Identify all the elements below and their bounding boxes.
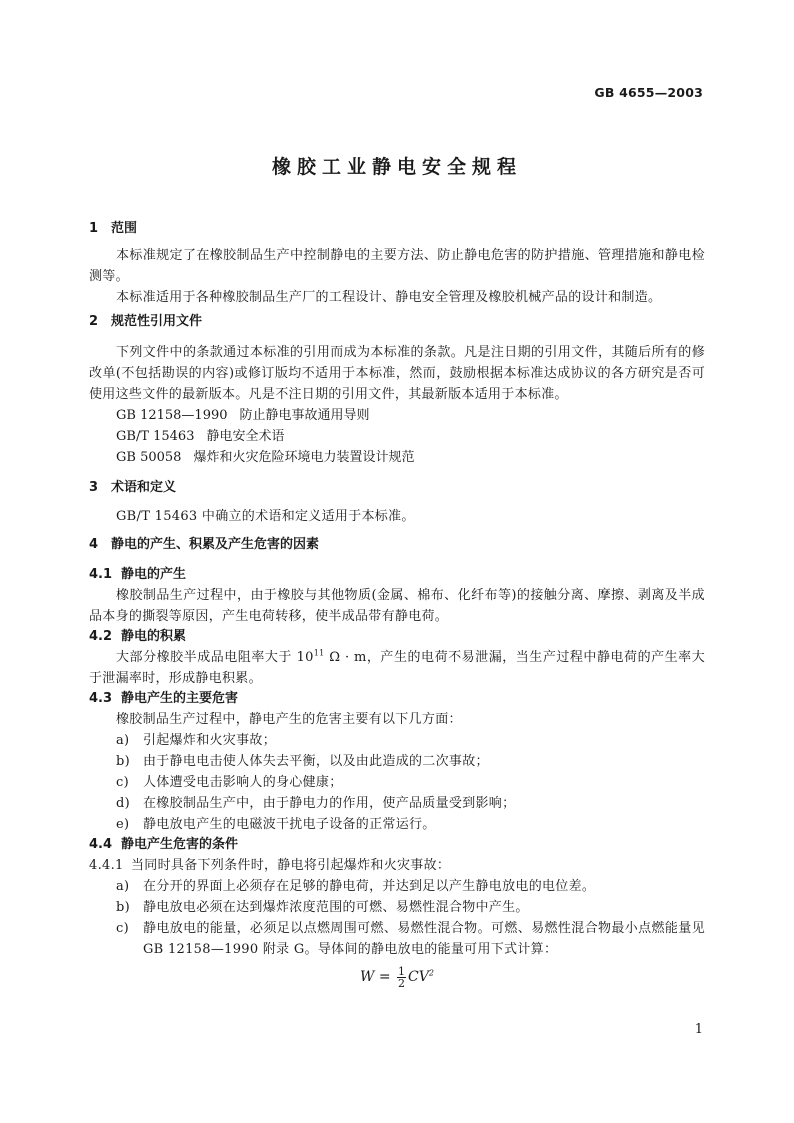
paragraph: GB/T 15463 中确立的术语和定义适用于本标准。 bbox=[116, 509, 415, 524]
paragraph: 大部分橡胶半成品电阻率大于 $10^{11}$ Ω · m，产生的电荷不易泄漏，当生产过程中静电荷的产生率大于泄漏率时，形成静电积累。 bbox=[89, 648, 705, 686]
standard-code: GB 4655—2003 bbox=[594, 85, 703, 100]
list-item: c) 静电放电的能量，必须足以点燃周围可燃、易燃性混合物。可燃、易燃性混合物最小点燃能量见 GB 12158—1990 附录 G。导体间的静电放电的能量可用下式计算： bbox=[116, 921, 705, 957]
reference-item: GB 12158—1990 防止静电事故通用导则 bbox=[116, 408, 370, 423]
subsection-heading-4-3: 4.3 静电产生的主要危害 bbox=[89, 691, 239, 706]
subsection-heading-4-1: 4.1 静电的产生 bbox=[89, 567, 187, 582]
paragraph: 下列文件中的条款通过本标准的引用而成为本标准的条款。凡是注日期的引用文件，其随后所有的修改单(不包括勘误的内容)或修订版均不适用于本标准，然而，鼓励根据本标准达成协议的各方研究是否可使用这些文件的最新版本。凡是不注日期的引用文件，其最新版本适用于本标准。 bbox=[89, 345, 705, 402]
list-item: b) 静电放电必须在达到爆炸浓度范围的可燃、易燃性混合物中产生。 bbox=[116, 900, 529, 915]
subsection-heading-4-2: 4.2 静电的积累 bbox=[89, 629, 187, 644]
page-number: 1 bbox=[694, 1022, 703, 1037]
paragraph: 橡胶制品生产过程中，由于橡胶与其他物质(金属、棉布、化纤布等)的接触分离、摩擦、剥离及半成品本身的撕裂等原因，产生电荷转移，使半成品带有静电荷。 bbox=[89, 588, 705, 624]
paragraph: 本标准规定了在橡胶制品生产中控制静电的主要方法、防止静电危害的防护措施、管理措施和静电检测等。 bbox=[89, 248, 705, 284]
list-item: a) 引起爆炸和火灾事故； bbox=[116, 733, 277, 748]
list-item: b) 由于静电电击使人体失去平衡，以及由此造成的二次事故； bbox=[116, 754, 489, 769]
paragraph: 本标准适用于各种橡胶制品生产厂的工程设计、静电安全管理及橡胶机械产品的设计和制造。 bbox=[116, 290, 662, 305]
section-heading-1: 1 范围 bbox=[89, 221, 138, 236]
clause-4-4-1: 4.4.1 当同时具备下列条件时，静电将引起爆炸和火灾事故： bbox=[89, 858, 451, 873]
reference-item: GB 50058 爆炸和火灾危险环境电力装置设计规范 bbox=[116, 450, 415, 465]
energy-formula: W = $\frac{1}{2}$ $CV^2$ bbox=[360, 964, 434, 990]
paragraph: 橡胶制品生产过程中，静电产生的危害主要有以下几方面： bbox=[116, 712, 462, 727]
subsection-heading-4-4: 4.4 静电产生危害的条件 bbox=[89, 837, 239, 852]
section-heading-2: 2 规范性引用文件 bbox=[89, 314, 203, 329]
section-heading-4: 4 静电的产生、积累及产生危害的因素 bbox=[89, 537, 320, 552]
list-item: c) 人体遭受电击影响人的身心健康； bbox=[116, 775, 343, 790]
list-item: a) 在分开的界面上必须存在足够的静电荷，并达到足以产生静电放电的电位差。 bbox=[116, 879, 596, 894]
document-body bbox=[89, 219, 705, 990]
list-item: d) 在橡胶制品生产中，由于静电力的作用，使产品质量受到影响； bbox=[116, 796, 516, 811]
reference-item: GB/T 15463 静电安全术语 bbox=[116, 429, 285, 444]
fraction: $\frac{1}{2}$ bbox=[398, 964, 406, 990]
document-title: 橡胶工业静电安全规程 bbox=[271, 156, 522, 178]
list-item: e) 静电放电产生的电磁波干扰电子设备的正常运行。 bbox=[116, 817, 436, 832]
section-heading-3: 3 术语和定义 bbox=[89, 480, 177, 495]
